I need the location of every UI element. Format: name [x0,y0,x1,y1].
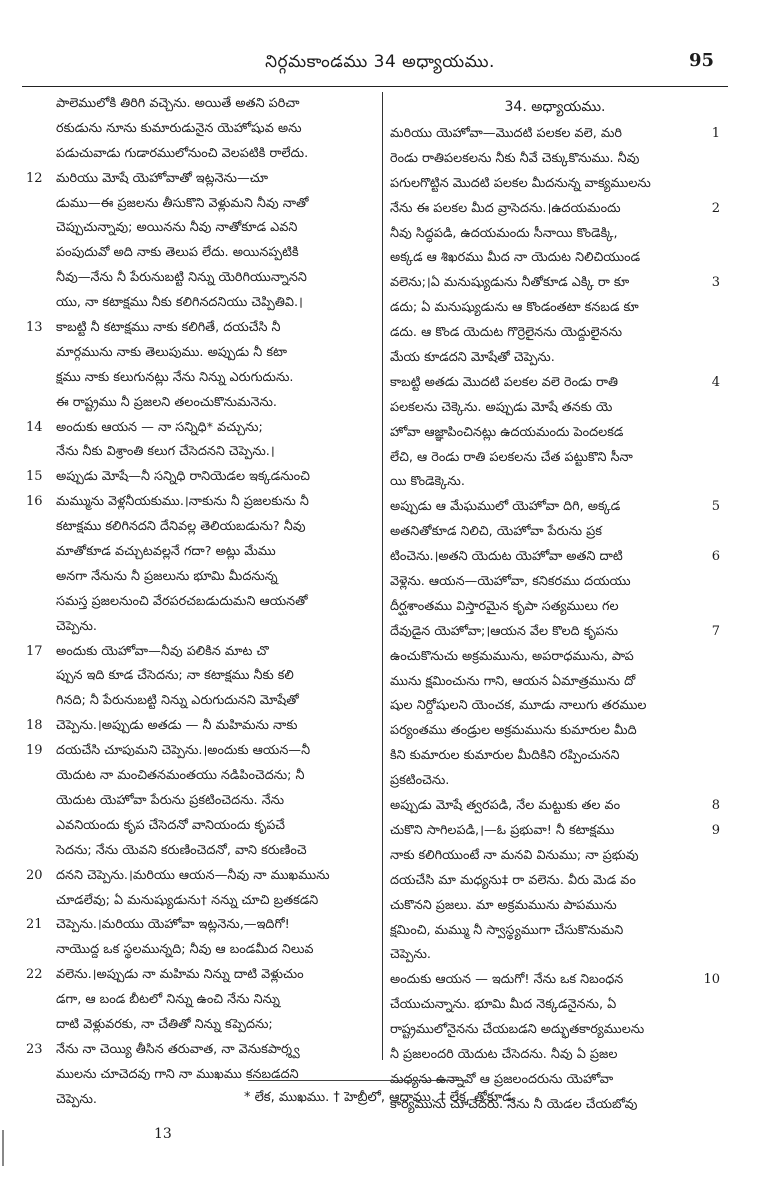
text-line [390,296,720,321]
text-line [26,92,378,117]
line-text: పాలెములోకి తిరిగి వచ్చెను. అయితే అతని పరిచా [56,96,300,111]
text-line [26,789,378,814]
line-text: నాయొద్ద ఒక స్థలమున్నది; నీవు ఆ బండమీద నిలువ [56,942,314,958]
line-text: వెళ్లెను. ఆయన—యెహోవా, కనికరము దయయు [390,574,631,590]
text-line [26,192,378,217]
line-text: యు, నా కటాక్షము నీకు కలిగినదనియు చెప్పితివి.। [56,295,303,311]
text-line [390,694,720,719]
text-line [390,172,720,197]
text-line [390,719,720,744]
line-text: యెదుట నా మంచితనమంతయు నడిపించెదను; నీ [56,768,305,784]
line-text: క్షము నాకు కలుగునట్లు నేను నిన్ను ఎరుగుదును. [56,369,294,385]
line-text: చుకొని సాగిలపడి,।—ఓ ప్రభువా! నీ కటాక్షము [390,822,615,838]
verse-number: 7 [711,623,720,639]
text-line [390,520,720,545]
verse-number: 20 [26,867,43,883]
text-line [26,640,378,665]
line-text: పలకలను చెక్కెను. అప్పుడు మోషే తనకు యె [390,399,613,415]
text-line [26,142,378,167]
text-line [390,197,720,222]
verse-number: 10 [703,972,720,988]
footnote-rule [248,1080,466,1081]
text-line [390,271,720,296]
verse-number: 13 [26,320,43,336]
left-column [26,92,378,1107]
verse-number: 15 [26,469,43,485]
chapter-heading: 34. అధ్యాయము. [504,99,606,115]
text-line [26,689,378,714]
text-line [390,545,720,570]
text-line [26,664,378,689]
line-text: నీవు సిద్ధపడి, ఉదయమందు సీనాయి కొండెక్కి, [390,225,618,241]
verse-number: 2 [711,200,720,216]
text-line [26,266,378,291]
verse-number: 23 [26,1041,43,1057]
line-text: రాష్ట్రములోనైనను చేయబడని అద్భుతకార్యములను [390,1022,645,1038]
text-line [390,495,720,520]
line-text: గినది; నీ పేరునుబట్టి నిన్ను ఎరుగుదునని మోషేతో [56,693,299,709]
line-text: మమ్మును వెళ్లనీయకుము.।నాకును నీ ప్రజలకును నీ [56,494,309,510]
text-line [26,864,378,889]
text-line [26,167,378,192]
line-text: షుల నిర్దోషులని యెంచక, మూడు నాలుగు తరముల [390,698,647,714]
line-text: మరియు మోషే యెహోవాతో ఇట్లనెను—చూ [56,170,269,186]
line-text: దీర్ఘశాంతము విస్తారమైన కృపా సత్యములు గల [390,598,619,614]
text-line [390,1043,720,1068]
line-text: డుము—ఈ ప్రజలను తీసుకొని వెళ్లుమని నీవు నాతో [56,195,309,211]
line-text: మధ్యను ఉన్నావో ఆ ప్రజలందరును యెహోవా [390,1071,614,1087]
text-line [26,739,378,764]
verse-number: 17 [26,643,43,659]
verse-number: 21 [26,917,43,933]
page-header [0,48,760,82]
text-line [26,391,378,416]
line-text: రకుడును నూను కుమారుడునైన యెహోషువ అను [56,120,302,136]
line-text: అతనితోకూడ నిలిచి, యెహోవా పేరును ప్రక [390,524,602,540]
text-line [26,440,378,465]
line-text: నేను ఈ పలకల మీద వ్రాసెదను.।ఉదయమందు [390,200,621,216]
line-text: నేను నీకు విశ్రాంతి కలుగ చేసెదనని చెప్పెను.। [56,444,275,460]
line-text: అందుకు ఆయన — ఇదుగో! నేను ఒక నిబంధన [390,972,624,988]
text-line [390,620,720,645]
text-line [26,291,378,316]
line-text: పగులగొట్టిన మొదటి పలకల మీదనున్న వాక్యములను [390,175,651,191]
text-line [26,565,378,590]
text-line [26,515,378,540]
text-line [390,1018,720,1043]
text-line [390,869,720,894]
line-text: చెప్పెను.।అప్పుడు అతడు — నీ మహిమను నాకు [56,718,298,734]
verse-number: 22 [26,967,43,983]
text-line [390,670,720,695]
text-line [390,819,720,844]
line-text: డగా, ఆ బండ బీటలో నిన్ను ఉంచి నేను నిన్ను [56,992,280,1008]
verse-number: 9 [711,822,720,838]
verse-number: 4 [711,374,720,390]
text-line [390,396,720,421]
text-line [390,122,720,147]
line-text: దాటి వెళ్లువరకు, నా చేతితో నిన్ను కప్పెదను; [56,1016,273,1032]
line-text: హోవా ఆజ్ఞాపించినట్లు ఉదయమందు పెందలకడ [390,424,624,440]
line-text: అప్పుడు మోషే త్వరపడి, నేల మట్టుకు తల వం [390,798,621,814]
verse-number: 16 [26,494,43,510]
line-text: దనని చెప్పెను.।మరియు ఆయన—నీవు నా ముఖమును [56,867,330,883]
text-line [26,216,378,241]
text-line [26,341,378,366]
line-text: ఉంచుకొనుచు అక్రమమును, అపరాధమును, పాప [390,648,634,664]
text-line [390,595,720,620]
margin-mark [2,1130,4,1166]
line-text: అనగా నేనును నీ ప్రజలును భూమి మీదనున్న [56,568,278,584]
text-line [390,794,720,819]
line-text: అప్పుడు మోషే—నీ సన్నిధి రానియెడల ఇక్కడనుంచి [56,469,310,485]
line-text: కిని కుమారుల కుమారుల మీదికిని రప్పించునని [390,748,620,764]
text-line [390,894,720,919]
text-line [26,764,378,789]
running-title: నిర్గమకాండము 34 అధ్యాయము. [265,52,495,72]
text-line [390,570,720,595]
line-text: చేయుచున్నాను. భూమి మీద నెక్కడనైనను, ఏ [390,997,617,1013]
text-line [26,540,378,565]
verse-number: 12 [26,170,43,186]
text-line [390,844,720,869]
line-text: మును క్షమించును గాని, ఆయన ఏమాత్రమును దో [390,673,636,689]
text-line [26,913,378,938]
text-line [26,416,378,441]
line-text: చెప్పెను.।మరియు యెహోవా ఇట్లనెను,—ఇదిగో! [56,917,290,933]
line-text: కార్యమును చూచెదరు. నేను నీ యెడల చేయబోవు [390,1096,638,1112]
line-text: సెదను; నేను యెవని కరుణించెదనో, వాని కరుణించె [56,842,307,858]
text-line [390,147,720,172]
line-text: ములను చూచెదవు గాని నా ముఖము కనబడదని [56,1066,299,1082]
verse-number: 6 [711,549,720,565]
text-line [26,465,378,490]
footnote: * లేక, ముఖము. † హెబ్రీలో, ఆదాము. ‡ లేక, తోకూడ. [243,1090,517,1105]
text-line [390,993,720,1018]
line-text: చెప్పుచున్నావు; అయినను నీవు నాతోకూడ ఎవని [56,220,298,236]
line-text: నేను నా చెయ్యి తీసిన తరువాత, నా వెనుకపార్శ్వ [56,1041,300,1057]
text-line [26,938,378,963]
text-line [390,222,720,247]
verse-number: 1 [711,126,720,141]
line-text: ఎవనియందు కృప చేసెదనో వానియందు కృపచే [56,817,286,833]
line-text: చెప్పెను. [390,947,431,963]
line-text: నీ ప్రజలందరి యెదుట చేసెదను. నీవు ఏ ప్రజల [390,1046,618,1062]
line-text: కాబట్టి అతడు మొదటి పలకల వలె రెండు రాతి [390,374,619,390]
text-line [390,421,720,446]
line-text: వలెను.।అప్పుడు నా మహిమ నిన్ను దాటి వెళ్లుచుం [56,967,304,983]
text-line [390,446,720,471]
text-line [26,490,378,515]
line-text: చుకొనని ప్రజలు. మా అక్రమమును పాపమును [390,897,617,913]
line-text: చూడలేవు; ఏ మనుష్యుడును† నన్ను చూచి బ్రతకడని [56,892,319,908]
line-text: చెప్పెను. [56,1091,97,1107]
text-line [390,371,720,396]
text-line [26,615,378,640]
text-line [26,590,378,615]
text-line [390,645,720,670]
line-text: పర్యంతము తండ్రుల అక్రమమును కుమారుల మీది [390,723,637,739]
line-text: నీవు—నేను నీ పేరునుబట్టి నిన్ను యెరిగియున్నానని [56,270,307,286]
verse-number: 5 [711,499,720,515]
verse-number: 18 [26,718,43,734]
text-line [26,963,378,988]
line-text: దయచేసి మా మధ్యను‡ రా వలెను. వీరు మెడ వం [390,872,636,888]
text-line [26,1063,378,1088]
text-line [26,117,378,142]
line-text: సమస్త ప్రజలనుంచి వేరపరచబడుదుమని ఆయనతో [56,593,308,609]
line-text: పంపుదువో అది నాకు తెలుప లేదు. అయినప్పటికి [56,245,299,261]
line-text: డదు. ఆ కొండ యెదుట గొర్రెలైనను యెద్దులైనను [390,325,622,341]
line-text: వలెను;।ఏ మనుష్యుడును నీతోకూడ ఎక్కి రా కూ [390,275,630,291]
line-text: డదు; ఏ మనుష్యుడును ఆ కొండంతటా కనబడ కూ [390,300,639,316]
text-line [390,769,720,794]
text-line [26,1013,378,1038]
text-line [390,246,720,271]
right-column [390,92,720,1112]
line-text: అప్పుడు ఆ మేఘములో యెహోవా దిగి, అక్కడ [390,499,621,515]
line-text: మాతోకూడ వచ్చుటవల్లనే గదా? అట్లు మేము [56,544,276,560]
line-text: అక్కడ ఆ శిఖరము మీద నా యెదుట నిలిచియుండ [390,250,641,266]
verse-number: 19 [26,743,43,759]
text-line [26,316,378,341]
column-divider [382,92,383,1060]
text-line [26,889,378,914]
text-line [390,470,720,495]
line-text: ఈ రాష్ట్రము నీ ప్రజలని తలంచుకొనుమనెను. [56,394,277,410]
text-line [390,943,720,968]
signature-mark: 13 [154,1126,172,1142]
line-text: రెండు రాతిపలకలను నీకు నీవే చెక్కుకొనుము. నీవు [390,150,640,166]
line-text: మేయ కూడదని మోషేతో చెప్పెను. [390,350,555,366]
verse-number: 3 [711,275,720,291]
line-text: మార్గమును నాకు తెలుపుము. అప్పుడు నీ కటా [56,344,288,360]
line-text: దయచేసి చూపుమని చెప్పెను.।అందుకు ఆయన—నీ [56,743,311,759]
line-text: యి కొండెక్కెను. [390,474,465,490]
text-line [390,968,720,993]
line-text: యెదుట యెహోవా పేరును ప్రకటించెదను. నేను [56,792,285,808]
line-text: కాబట్టి నీ కటాక్షము నాకు కలిగితే, దయచేసి నీ [56,320,281,336]
line-text: ప్పున ఇది కూడ చేసెదను; నా కటాక్షము నీకు కలి [56,668,294,684]
text-line [390,919,720,944]
line-text: దేవుడైన యెహోవా;।ఆయన వేల కొలది కృపను [390,623,619,639]
line-text: ప్రకటించెను. [390,773,450,789]
text-line [26,241,378,266]
text-line [26,988,378,1013]
line-text: నాకు కలిగియుంటే నా మనవి వినుము; నా ప్రభువు [390,847,639,863]
line-text: పడుచువాడు గుడారములోనుంచి వెలపటికి రాలేదు. [56,145,309,161]
line-text: అందుకు ఆయన — నా సన్నిధి* వచ్చును; [56,419,263,435]
verse-number: 8 [711,798,720,814]
line-text: కటాక్షము కలిగినదని దేనివల్ల తెలియబడును? నీవు [56,519,306,535]
text-line [390,744,720,769]
text-line [26,714,378,739]
text-line [390,346,720,371]
text-line [26,1038,378,1063]
line-text: మరియు యెహోవా—మొదటి పలకల వలె, మరి [390,126,622,141]
page-number: 95 [688,50,714,71]
verse-number: 14 [26,419,43,435]
line-text: లేచి, ఆ రెండు రాతి పలకలను చేత పట్టుకొని సీనా [390,449,633,465]
text-line [26,366,378,391]
line-text: క్షమించి, మమ్ము నీ స్వాస్థ్యముగా చేసుకొనుమని [390,922,624,938]
line-text: అందుకు యెహోవా—నీవు పలికిన మాట చొ [56,643,269,659]
text-line [26,814,378,839]
text-line [390,321,720,346]
header-rule [22,86,728,87]
text-line [26,839,378,864]
line-text: చెప్పెను. [56,618,97,634]
line-text: టించెను.।అతని యెదుట యెహోవా అతని దాటి [390,549,623,565]
